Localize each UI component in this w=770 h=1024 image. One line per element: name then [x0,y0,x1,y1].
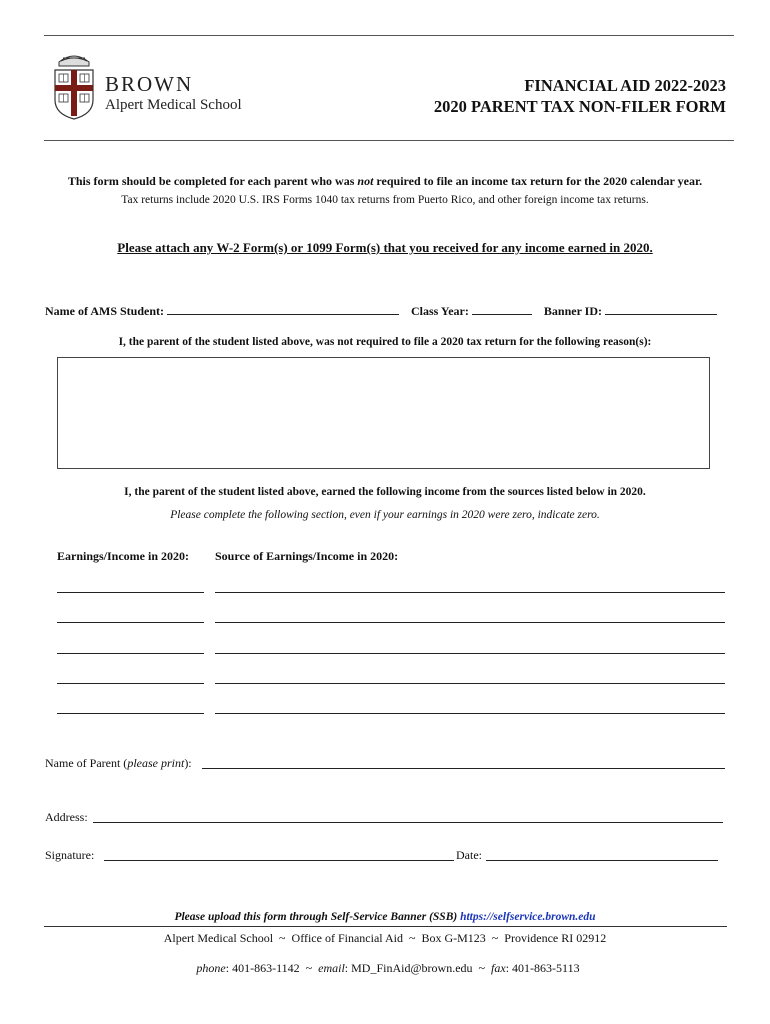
parent-name-row: Name of Parent (please print): [45,756,192,770]
source-field-4[interactable] [215,683,725,684]
upload-notice: Please upload this form through Self-Service Banner (SSB) https://selfservice.brown.edu [174,911,596,923]
student-name-label: Name of AMS Student: [45,304,164,318]
income-instruction: Please complete the following section, even if your earnings in 2020 were zero, indicate zero. [170,509,600,521]
source-field-3[interactable] [215,653,725,654]
intro-line-2: Tax returns include 2020 U.S. IRS Forms 1040 tax returns from Puerto Rico, and other foreign income tax returns. [121,194,649,206]
class-year-field[interactable] [472,302,532,315]
emphasis-not: not [357,174,374,188]
date-field[interactable] [486,860,718,861]
banner-id-label: Banner ID: [543,304,603,318]
signature-label: Signature: [45,848,95,862]
banner-id-field[interactable] [605,302,717,315]
contact-line-1: Alpert Medical School ~ Office of Financial Aid ~ Box G-M123 ~ Providence RI 02912 [163,931,607,945]
earnings-field-4[interactable] [57,683,204,684]
footer-rule [44,926,727,927]
address-field[interactable] [93,822,723,823]
form-title [434,75,726,117]
phone-number: : 401-863-1142 ~ [225,961,319,975]
reasons-text-box[interactable] [57,357,710,469]
email-address: : MD_FinAid@brown.edu ~ [344,961,492,975]
source-field-5[interactable] [215,713,725,714]
parent-name-field[interactable] [202,768,725,769]
title-line-1: FINANCIAL AID 2022-2023 [524,76,726,95]
earnings-field-2[interactable] [57,622,204,623]
student-info-row [45,302,717,319]
attach-notice: Please attach any W-2 Form(s) or 1099 Form(s) that you received for any income earned in 2020. [117,240,653,255]
signature-field[interactable] [104,860,454,861]
source-field-1[interactable] [215,592,725,593]
fax-number: : 401-863-5113 [505,961,580,975]
source-field-2[interactable] [215,622,725,623]
date-label: Date: [456,848,482,862]
top-rule [44,35,734,36]
class-year-label: Class Year: [411,304,469,318]
source-header: Source of Earnings/Income in 2020: [215,549,399,563]
brown-logo [53,52,243,122]
contact-line-2: phone: 401-863-1142 ~ email: MD_FinAid@brown.edu ~ fax: 401-863-5113 [196,961,580,975]
ssb-link[interactable]: https://selfservice.brown.edu [460,911,596,923]
student-name-field[interactable] [167,302,399,315]
intro-line-1: This form should be completed for each parent who was not required to file an income tax return for the 2020 calendar year. [67,174,703,188]
income-statement: I, the parent of the student listed above, earned the following income from the sources listed below in 2020. [124,486,646,498]
address-label: Address: [45,810,88,824]
header-rule [44,140,734,141]
earnings-field-5[interactable] [57,713,204,714]
title-line-2: 2020 PARENT TAX NON-FILER FORM [433,97,726,116]
earnings-field-1[interactable] [57,592,204,593]
earnings-header: Earnings/Income in 2020: [57,549,190,563]
earnings-field-3[interactable] [57,653,204,654]
reasons-statement: I, the parent of the student listed above, was not required to file a 2020 tax return for the following reason(s): [118,336,652,348]
logo-wordmark: BROWN [105,72,194,96]
logo-subtitle: Alpert Medical School [105,97,242,113]
brown-shield-icon [53,52,95,120]
